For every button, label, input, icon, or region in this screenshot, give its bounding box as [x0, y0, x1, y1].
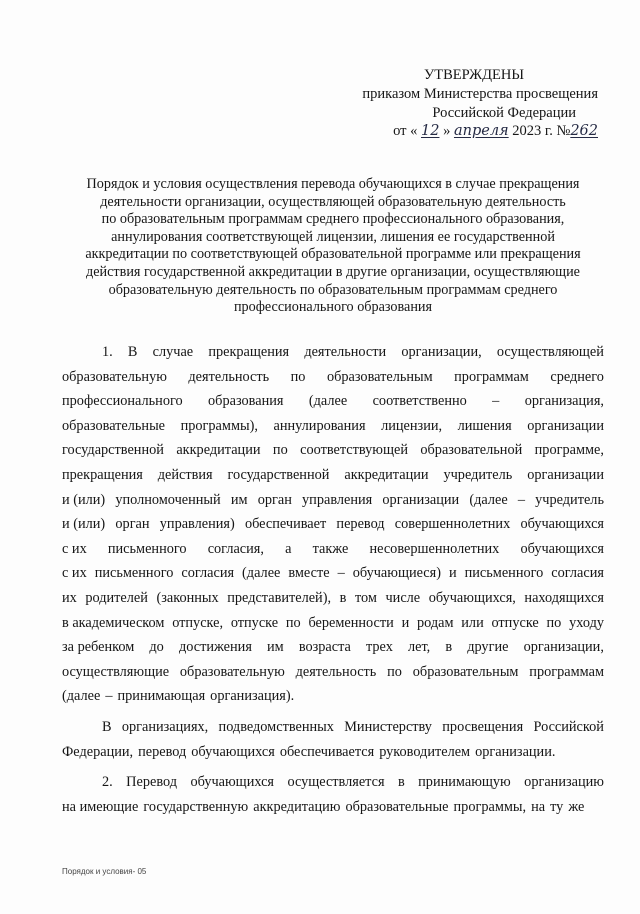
- text-line: [62, 635, 604, 660]
- word: аккредитации: [344, 466, 429, 483]
- word: принимающая: [117, 688, 206, 705]
- word: Министерству: [344, 718, 432, 735]
- word: и (или): [62, 491, 106, 508]
- word: уполномоченный: [115, 491, 221, 508]
- approval-heading: УТВЕРЖДЕНЫ: [423, 67, 525, 83]
- word: а: [285, 540, 292, 557]
- word: числе: [385, 589, 421, 606]
- text-line: [62, 740, 604, 765]
- word: в: [339, 589, 347, 606]
- date-prefix: от «: [393, 123, 418, 140]
- word: образовательным: [326, 368, 433, 385]
- word: отпуске: [230, 614, 279, 631]
- word: по: [290, 368, 306, 385]
- word: соответствующей: [300, 442, 408, 459]
- word: управления: [302, 491, 373, 508]
- word: Перевод: [126, 774, 177, 791]
- text-line: [62, 715, 604, 740]
- word: программам: [529, 663, 604, 680]
- word: (далее: [242, 565, 281, 582]
- word: согласия,: [207, 540, 264, 557]
- word: программы,: [453, 798, 527, 815]
- word: прекращения: [62, 466, 143, 483]
- paragraph: [62, 340, 604, 709]
- word: программам: [454, 368, 529, 385]
- word: родам: [416, 614, 454, 631]
- word: 2.: [102, 774, 113, 791]
- paragraph: [62, 770, 604, 819]
- word: осуществляется: [287, 774, 385, 791]
- word: обеспечивается: [279, 743, 375, 760]
- word: образовательные: [62, 417, 166, 434]
- title-line: аккредитации по соответствующей образовательной программе или прекращения: [85, 246, 581, 263]
- word: профессионального: [62, 393, 183, 410]
- word: случае: [152, 344, 194, 360]
- word: государственную: [143, 798, 249, 815]
- title-line: профессионального образования: [233, 299, 433, 316]
- title-line: действия государственной аккредитации в другие организации, осуществляющие: [86, 263, 580, 280]
- word: несовершеннолетних: [369, 540, 500, 557]
- approval-date: [340, 122, 598, 141]
- word: им: [230, 491, 248, 508]
- text-line: [62, 389, 604, 414]
- word: принимающую: [418, 774, 511, 791]
- word: орган: [115, 516, 150, 533]
- text-line: [62, 463, 604, 488]
- word: перевод: [336, 516, 385, 533]
- word: аккредитации: [176, 442, 261, 459]
- title-line: Порядок и условия осуществления перевода обучающихся в случае прекращения: [86, 176, 580, 192]
- text-line: [62, 611, 604, 636]
- word: деятельность: [188, 368, 270, 385]
- word: Российской: [533, 718, 604, 735]
- approval-line-1: приказом Министерства просвещения: [362, 85, 598, 102]
- word: государственной: [62, 442, 164, 459]
- word: прекращения: [208, 344, 290, 360]
- word: перевод: [138, 743, 187, 760]
- word: (далее: [308, 393, 348, 410]
- word: государственной: [227, 466, 330, 483]
- word: соответственно: [372, 393, 467, 410]
- word: лет,: [407, 639, 431, 656]
- word: возраста: [298, 639, 351, 656]
- word: в академическом: [62, 614, 165, 631]
- word: по: [285, 614, 301, 631]
- text-line: [62, 770, 604, 795]
- word: аннулирования: [273, 417, 366, 434]
- word: с их: [62, 540, 87, 557]
- word: среднего: [550, 368, 604, 385]
- word: в: [397, 774, 405, 791]
- text-line: [62, 512, 604, 537]
- word: в: [445, 639, 453, 656]
- word: обучающихся,: [428, 589, 516, 606]
- word: организации: [527, 466, 604, 483]
- word: же: [568, 798, 585, 815]
- word: отпуске,: [172, 614, 224, 631]
- word: (далее: [62, 688, 101, 705]
- document-body: [62, 340, 604, 819]
- text-line: [62, 414, 604, 439]
- word: за ребенком: [62, 639, 135, 656]
- word: В: [127, 344, 138, 360]
- word: В: [102, 718, 112, 735]
- word: другие: [467, 639, 509, 656]
- date-mid: »: [443, 123, 451, 140]
- date-day: 12: [421, 123, 440, 140]
- word: действия: [157, 466, 213, 483]
- word: с их: [62, 565, 87, 582]
- document-title: [62, 176, 604, 317]
- word: организация,: [524, 393, 604, 410]
- word: организация).: [210, 688, 295, 705]
- title-line: образовательную деятельность по образовательным программам среднего: [108, 281, 558, 298]
- word: образовательным: [412, 663, 519, 680]
- word: представителей),: [227, 589, 332, 606]
- word: вместе: [288, 565, 330, 582]
- page-footer: Порядок и условия- 05: [62, 867, 147, 876]
- word: лишения: [457, 417, 512, 434]
- date-year: 2023 г. №: [512, 123, 571, 140]
- word: программе,: [534, 442, 604, 459]
- word: –: [517, 491, 525, 508]
- word: руководителем: [379, 743, 471, 760]
- word: трех: [365, 639, 393, 656]
- word: управления): [159, 516, 235, 533]
- word: организации.: [475, 743, 556, 760]
- word: организациях,: [121, 718, 209, 735]
- word: образования: [208, 393, 284, 410]
- title-line: аннулирования соответствующей лицензии, лишения ее государственной: [111, 228, 555, 245]
- order-number: 262: [570, 123, 598, 140]
- word: обучающихся: [190, 774, 274, 791]
- word: лицензии,: [381, 417, 443, 434]
- word: образовательную: [179, 663, 285, 680]
- text-line: [62, 561, 604, 586]
- word: по: [387, 663, 402, 680]
- word: Федерации,: [62, 743, 134, 760]
- word: по: [546, 614, 562, 631]
- word: письменного: [107, 540, 187, 557]
- text-line: [62, 438, 604, 463]
- word: учредитель: [535, 491, 604, 508]
- word: осуществляющей: [496, 344, 604, 360]
- word: аккредитацию: [253, 798, 341, 815]
- word: письменного: [94, 565, 174, 582]
- word: том: [354, 589, 377, 606]
- text-line: [62, 684, 604, 709]
- word: организации: [382, 491, 460, 508]
- word: на имеющие: [62, 798, 139, 815]
- word: организации,: [401, 344, 482, 360]
- word: письменного: [464, 565, 544, 582]
- word: беременности: [308, 614, 394, 631]
- text-line: [62, 365, 604, 390]
- word: и: [401, 614, 410, 631]
- word: также: [312, 540, 349, 557]
- word: образовательную: [62, 368, 167, 385]
- word: –: [492, 393, 500, 410]
- approval-stamp: [340, 66, 598, 141]
- word: программы),: [180, 417, 258, 434]
- word: по: [272, 442, 288, 459]
- word: обучающихся: [520, 516, 604, 533]
- word: достижения: [178, 639, 252, 656]
- text-line: [62, 795, 604, 820]
- word: обеспечивает: [244, 516, 327, 533]
- word: уходу: [569, 614, 604, 631]
- word: (далее: [469, 491, 508, 508]
- word: осуществляющие: [62, 663, 170, 680]
- word: и (или): [62, 516, 106, 533]
- approval-line-2: Российской Федерации: [432, 104, 576, 121]
- word: деятельности: [304, 344, 387, 360]
- word: образовательные: [345, 798, 449, 815]
- word: отпуске: [491, 614, 539, 631]
- word: согласия: [181, 565, 235, 582]
- word: деятельность: [295, 663, 377, 680]
- word: и: [448, 565, 457, 582]
- word: обучающихся: [520, 540, 604, 557]
- title-line: деятельности организации, осуществляющей образовательную деятельность: [100, 193, 566, 210]
- text-line: [62, 340, 604, 365]
- word: родителей: [85, 589, 148, 606]
- word: на: [531, 798, 546, 815]
- word: подведомственных: [218, 718, 334, 735]
- word: 1.: [102, 344, 113, 360]
- paragraph: [62, 715, 604, 764]
- text-line: [62, 537, 604, 562]
- text-line: [62, 660, 604, 685]
- date-month: апреля: [453, 123, 509, 140]
- word: ту: [550, 798, 564, 815]
- word: обучающихся: [191, 743, 275, 760]
- word: находящихся: [524, 589, 604, 606]
- word: образовательной: [420, 442, 523, 459]
- word: организации,: [523, 639, 604, 656]
- text-line: [62, 488, 604, 513]
- word: (законных: [156, 589, 219, 606]
- word: им: [267, 639, 284, 656]
- word: совершеннолетних: [394, 516, 511, 533]
- word: –: [337, 565, 345, 582]
- word: согласия: [551, 565, 604, 582]
- word: обучающиеся): [352, 565, 441, 582]
- word: до: [149, 639, 164, 656]
- word: или: [461, 614, 484, 631]
- word: просвещения: [442, 718, 524, 735]
- text-line: [62, 586, 604, 611]
- word: организацию: [524, 774, 604, 791]
- word: их: [62, 589, 77, 606]
- title-line: по образовательным программам среднего профессионального образования,: [101, 211, 565, 228]
- word: орган: [257, 491, 292, 508]
- word: организации: [527, 417, 604, 434]
- word: –: [105, 688, 113, 705]
- word: учредитель: [443, 466, 513, 483]
